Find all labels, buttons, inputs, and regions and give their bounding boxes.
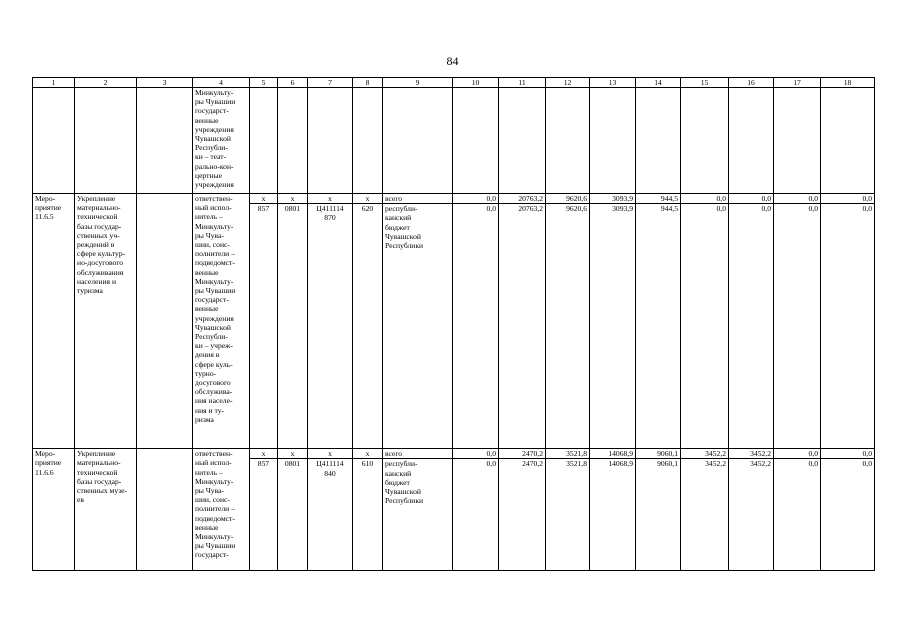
section-cell: х [278,449,308,459]
header-cell: 11 [499,78,546,88]
value-cell: 3452,2 [729,449,774,459]
header-cell: 10 [453,78,499,88]
header-cell: 2 [75,78,137,88]
header-cell: 8 [353,78,383,88]
activity-row-total [33,194,875,204]
target-article-cell: Ц411114 840 [308,459,353,571]
header-cell: 13 [590,78,636,88]
value-cell: 3093,9 [590,194,636,204]
value-cell: 0,0 [774,204,821,449]
value-cell: 3452,2 [729,459,774,571]
value-cell: 0,0 [453,194,499,204]
header-cell: 9 [383,78,453,88]
header-cell: 6 [278,78,308,88]
target-article-cell: х [308,194,353,204]
section-cell: 0801 [278,204,308,449]
value-cell: 0,0 [453,204,499,449]
value-cell: 0,0 [453,459,499,571]
value-cell: 20763,2 [499,194,546,204]
expense-type-cell: х [353,449,383,459]
source-cell: всего [383,449,453,459]
header-cell: 15 [681,78,729,88]
continuation-row [33,88,875,194]
grbs-cell: 857 [250,459,278,571]
value-cell: 3521,8 [546,449,590,459]
target-article-cell: х [308,449,353,459]
header-row [33,78,875,88]
value-cell: 0,0 [681,204,729,449]
activity-title: Укрепление материально- технической базы государ- ственных уч- реждений в сфере культур- но-досугового обслуживания населения и туризма [75,194,137,449]
source-cell: республи- канский бюджет Чувашской Республики [383,459,453,571]
executor-cell: ответствен- ный испол- нитель – Минкульту- ры Чува- шии, соис- полнители – подведомст- венные Минкульту- ры Чувашии государст- венные учреждения Чувашской Республи- ки – учреж- дения в сфере куль- турно- досугового обслужива- ния населе- ния и ту- ризма [193,194,250,449]
section-cell: х [278,194,308,204]
header-cell: 14 [636,78,681,88]
source-cell: республи- канский бюджет Чувашской Республики [383,204,453,449]
activity-title: Укрепление материально- технической базы государ- ственных музе- ев [75,449,137,571]
value-cell: 0,0 [453,449,499,459]
value-cell: 0,0 [821,449,875,459]
value-cell: 9060,1 [636,459,681,571]
grbs-cell: х [250,194,278,204]
value-cell: 0,0 [681,194,729,204]
value-cell: 2470,2 [499,449,546,459]
header-cell: 3 [137,78,193,88]
value-cell: 9620,6 [546,204,590,449]
value-cell: 2470,2 [499,459,546,571]
source-cell: всего [383,194,453,204]
section-cell: 0801 [278,459,308,571]
header-cell: 7 [308,78,353,88]
header-cell: 17 [774,78,821,88]
value-cell: 14068,9 [590,459,636,571]
grbs-cell: х [250,449,278,459]
header-cell: 1 [33,78,75,88]
value-cell: 20763,2 [499,204,546,449]
budget-table [32,77,875,571]
value-cell: 9060,1 [636,449,681,459]
value-cell: 0,0 [729,204,774,449]
page-number: 84 [446,54,459,68]
value-cell: 0,0 [729,194,774,204]
header-cell: 18 [821,78,875,88]
expense-type-cell: 610 [353,459,383,571]
header-cell: 4 [193,78,250,88]
header-cell: 16 [729,78,774,88]
header-cell: 5 [250,78,278,88]
value-cell: 3093,9 [590,204,636,449]
value-cell: 944,5 [636,204,681,449]
expense-type-cell: х [353,194,383,204]
value-cell: 0,0 [821,459,875,571]
activity-id: Меро- приятие 11.6.5 [33,194,75,449]
value-cell: 0,0 [821,204,875,449]
activity-id: Меро- приятие 11.6.6 [33,449,75,571]
header-cell: 12 [546,78,590,88]
value-cell: 3452,2 [681,449,729,459]
value-cell: 0,0 [774,194,821,204]
executor-cell: ответствен- ный испол- нитель – Минкульту- ры Чува- шии, соис- полнители – подведомст- венные Минкульту- ры Чувашии государст- [193,449,250,571]
expense-type-cell: 620 [353,204,383,449]
value-cell: 14068,9 [590,449,636,459]
value-cell: 3452,2 [681,459,729,571]
executor-cell: Минкульту- ры Чувашии государст- венные учреждения Чувашской Республи- ки – теат- рально-кон- цертные учреждения [193,88,250,194]
value-cell: 3521,8 [546,459,590,571]
activity-row-total [33,449,875,459]
value-cell: 0,0 [774,449,821,459]
value-cell: 0,0 [774,459,821,571]
target-article-cell: Ц411114 870 [308,204,353,449]
value-cell: 944,5 [636,194,681,204]
value-cell: 0,0 [821,194,875,204]
grbs-cell: 857 [250,204,278,449]
value-cell: 9620,6 [546,194,590,204]
